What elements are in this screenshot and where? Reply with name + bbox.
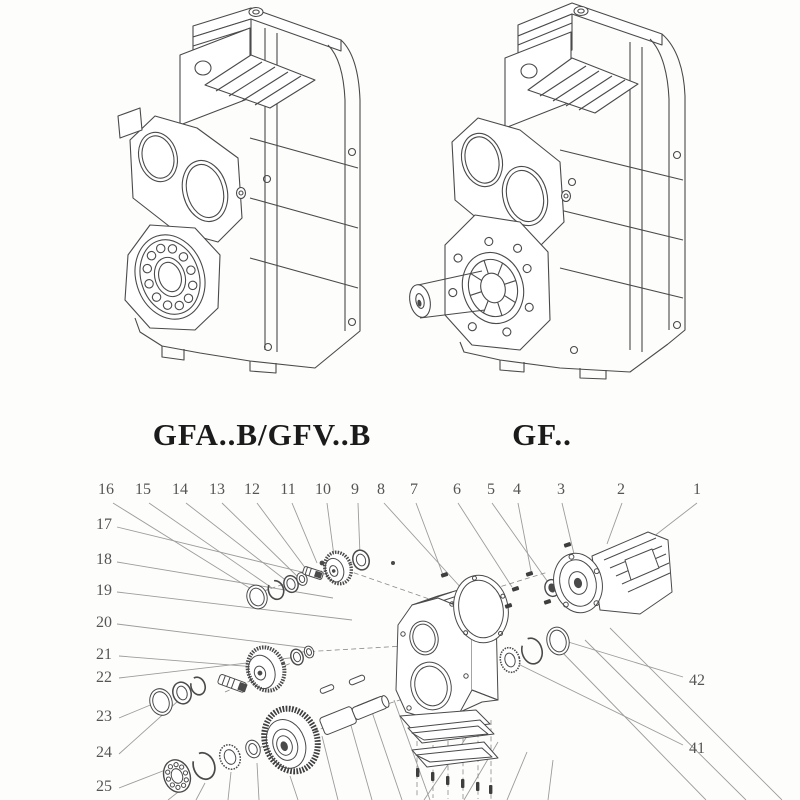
callout-18: 18 bbox=[96, 551, 112, 568]
callout-10: 10 bbox=[315, 481, 331, 498]
callout-19: 19 bbox=[96, 582, 112, 599]
callout-12: 12 bbox=[244, 481, 260, 498]
callout-20: 20 bbox=[96, 614, 112, 631]
callout-7: 7 bbox=[410, 481, 418, 498]
callout-6: 6 bbox=[453, 481, 461, 498]
callout-24: 24 bbox=[96, 744, 112, 761]
callout-3: 3 bbox=[557, 481, 565, 498]
callout-13: 13 bbox=[209, 481, 225, 498]
callout-5: 5 bbox=[487, 481, 495, 498]
callout-15: 15 bbox=[135, 481, 151, 498]
model-label-gf: GF.. bbox=[512, 417, 572, 452]
model-label-gfa-gfv: GFA..B/GFV..B bbox=[152, 417, 372, 452]
output-bearing-boss bbox=[124, 225, 220, 330]
gearbox-drawing-gf bbox=[400, 0, 720, 410]
base-plate-parts bbox=[408, 720, 498, 794]
input-gear bbox=[321, 549, 356, 587]
callout-21: 21 bbox=[96, 646, 112, 663]
input-shaft-parts bbox=[244, 548, 395, 611]
exploded-view-drawing bbox=[0, 470, 800, 800]
output-shaft bbox=[319, 674, 392, 735]
callout-2: 2 bbox=[617, 481, 625, 498]
callout-11: 11 bbox=[280, 481, 296, 498]
output-gear bbox=[256, 701, 327, 779]
output-flange bbox=[407, 215, 550, 350]
callout-23: 23 bbox=[96, 708, 112, 725]
callout-8: 8 bbox=[377, 481, 385, 498]
intermediate-shaft bbox=[217, 674, 248, 693]
callout-41: 41 bbox=[689, 740, 705, 757]
output-snap-ring bbox=[190, 750, 219, 783]
callout-25: 25 bbox=[96, 778, 112, 795]
intermediate-gear bbox=[242, 643, 290, 696]
callout-4: 4 bbox=[513, 481, 521, 498]
callout-17: 17 bbox=[96, 516, 112, 533]
gearbox-drawing-gfa-gfv bbox=[100, 0, 400, 410]
callout-42: 42 bbox=[689, 672, 705, 689]
output-bearing bbox=[159, 756, 195, 796]
callout-16: 16 bbox=[98, 481, 114, 498]
callout-9: 9 bbox=[351, 481, 359, 498]
motor-side-bearing bbox=[498, 645, 523, 674]
callout-22: 22 bbox=[96, 669, 112, 686]
callout-14: 14 bbox=[172, 481, 188, 498]
input-bore-boss bbox=[118, 108, 246, 242]
callout-1: 1 bbox=[693, 481, 701, 498]
